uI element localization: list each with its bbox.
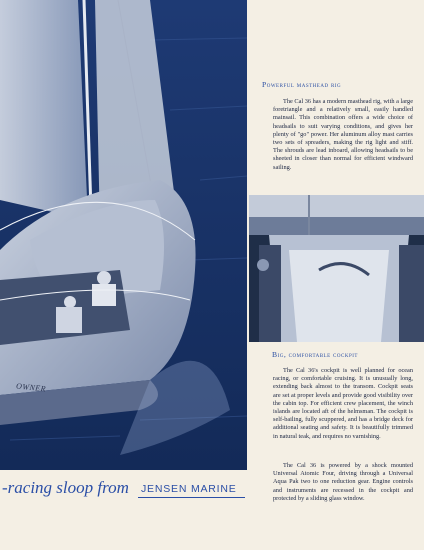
tagline-text: -racing sloop from [2,478,129,497]
section-heading-rig: Powerful masthead rig [262,80,342,89]
brand-name: JENSEN MARINE [141,483,237,495]
sailing-yacht-photo [0,0,247,470]
stern-lettering: OWNER [15,381,47,394]
section-heading-cockpit: Big, comfortable cockpit [272,350,358,359]
section-body-rig: The Cal 36 has a modern masthead rig, with a large foretriangle and a relatively small, easily handled mainsail. This combination offers a wide choice of headsails to suit varying conditions, and gives her plenty of "go" power. Her aluminum alloy mast carries two sets of spreaders, making the rig light and stiff. The shrouds are lead inboard, allowing headsails to be sheeted in closer than normal for efficient windward sailing. [273,98,413,171]
section-body-engine: The Cal 36 is powered by a shock mounted Universal Atomic Four, driving through a Universal Aqua Pak two to one reduction gear. Engine controls and instruments are recessed in the cockpit and protected by a sliding glass window. [273,462,413,502]
cockpit-photo [249,195,424,342]
section-body-cockpit: The Cal 36's cockpit is well planned for ocean racing, or comfortable cruising. It is unusually long, extending back almost to the transom. Cockpit seats are set at proper levels and provide good visibility over the cabin top. For efficient crew placement, the winch islands are located aft of the helmsman. The cockpit is self-bailing, fully scuppered, and has a bridge deck for additional seating and safety. It is beautifully trimmed in natural teak, and requires no varnishing. [273,367,413,440]
